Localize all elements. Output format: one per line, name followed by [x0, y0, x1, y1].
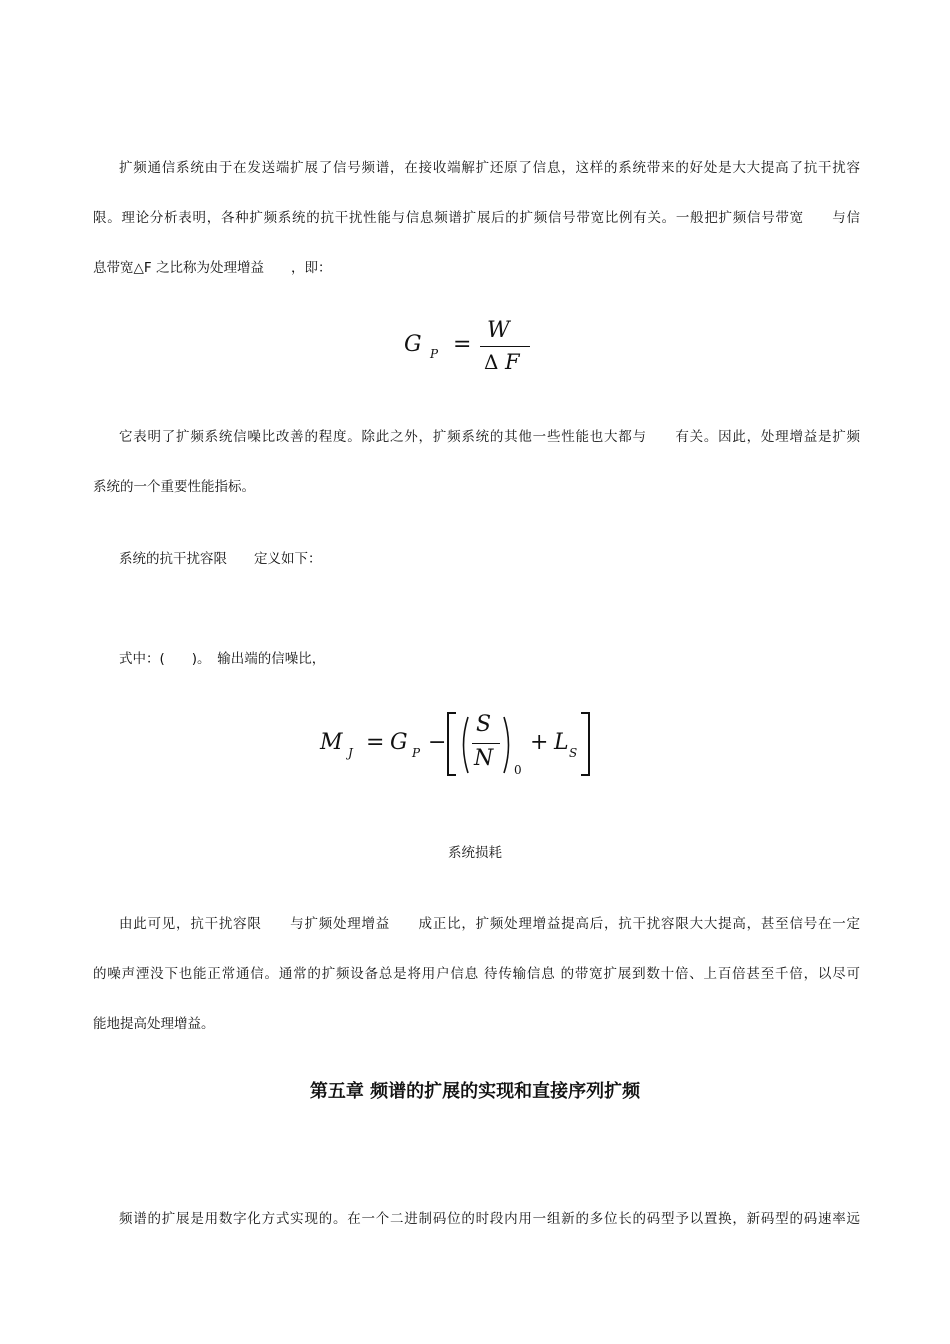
formula2-plus: + — [530, 730, 549, 755]
caption-system-loss: 系统损耗 — [448, 845, 502, 861]
paragraph-5-line-1: 由此可见，抗干扰容限 与扩频处理增益 成正比，扩频处理增益提高后，抗干扰容限大大提高，甚至信号在一定 — [119, 916, 860, 932]
formula-processing-gain — [400, 318, 540, 380]
formula2-l-sub: S — [569, 746, 578, 760]
formula2-n: N — [474, 746, 494, 771]
formula2-fraction-bar — [472, 743, 500, 744]
formula1-fraction-bar — [480, 346, 530, 347]
formula1-denominator: F — [505, 350, 520, 374]
formula2-left-bracket-bottom — [447, 774, 456, 776]
formula2-g-sub: P — [412, 746, 421, 760]
formula-jamming-margin — [318, 708, 598, 782]
formula2-lhs-sub: J — [348, 746, 353, 760]
formula2-right-paren — [502, 716, 514, 774]
paragraph-1-line-3: 息带宽△F 之比称为处理增益 ，即： — [93, 260, 332, 276]
paragraph-2-line-2: 系统的一个重要性能指标。 — [93, 479, 255, 495]
paragraph-1-line-2: 限。理论分析表明，各种扩频系统的抗干扰性能与信息频谱扩展后的扩频信号带宽比例有关。一般把扩频信号带宽 与信 — [93, 210, 860, 226]
formula2-lhs: M — [320, 730, 343, 755]
paragraph-5-line-3: 能地提高处理增益。 — [93, 1016, 215, 1032]
chapter-heading: 第五章 频谱的扩展的实现和直接序列扩频 — [309, 1081, 641, 1102]
paragraph-3: 系统的抗干扰容限 定义如下： — [119, 551, 322, 567]
paragraph-2-line-1: 它表明了扩频系统信噪比改善的程度。除此之外，扩频系统的其他一些性能也大都与 有关。因此，处理增益是扩频 — [119, 429, 860, 445]
paragraph-5-line-2: 的噪声湮没下也能正常通信。通常的扩频设备总是将用户信息 待传输信息 的带宽扩展到数十倍、上百倍甚至千倍，以尽可 — [93, 966, 860, 982]
formula1-equals: = — [453, 332, 472, 357]
formula2-left-paren — [458, 716, 470, 774]
paragraph-1-line-1: 扩频通信系统由于在发送端扩展了信号频谱，在接收端解扩还原了信息，这样的系统带来的好处是大大提高了抗干扰容 — [119, 160, 860, 176]
formula2-left-bracket-stem — [447, 712, 449, 776]
formula2-equals: = — [366, 730, 385, 755]
formula2-right-bracket-bottom — [581, 774, 590, 776]
formula1-lhs-sub: P — [430, 347, 439, 361]
formula1-numerator: W — [487, 318, 510, 343]
formula1-delta: Δ — [484, 350, 499, 374]
paragraph-6-line-1: 频谱的扩展是用数字化方式实现的。在一个二进制码位的时段内用一组新的多位长的码型予以置换，新码型的码速率远 — [119, 1211, 860, 1227]
formula2-s: S — [476, 712, 492, 737]
formula2-l: L — [554, 730, 569, 755]
formula2-right-bracket-top — [581, 712, 590, 714]
formula2-left-bracket-top — [447, 712, 456, 714]
formula2-paren-sub: 0 — [514, 763, 522, 777]
formula2-g: G — [390, 730, 408, 755]
formula2-minus: − — [428, 730, 447, 755]
formula2-right-bracket-stem — [588, 712, 590, 776]
paragraph-4: 式中：( )。 输出端的信噪比， — [119, 651, 326, 667]
formula1-lhs: G — [404, 332, 422, 357]
